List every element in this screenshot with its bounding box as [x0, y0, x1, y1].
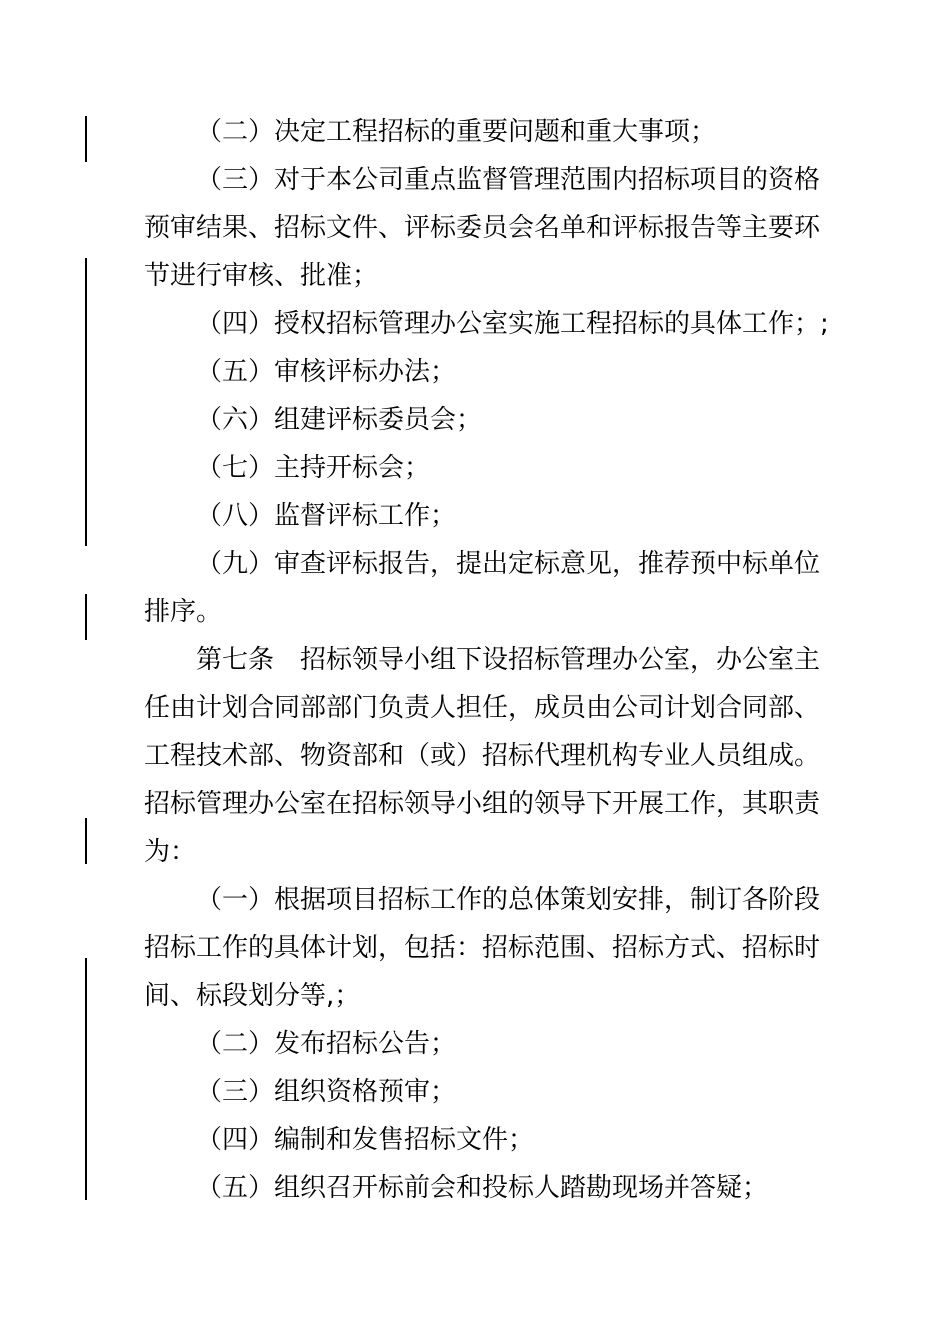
text-line: （五）审核评标办法；: [196, 357, 457, 387]
revision-bar: [85, 958, 87, 1200]
text-line: （五）组织召开标前会和投标人踏勘现场并答疑；: [196, 1173, 769, 1203]
text-line: （二）决定工程招标的重要问题和重大事项；: [196, 117, 717, 147]
text-line: 预审结果、招标文件、评标委员会名单和评标报告等主要环: [144, 213, 821, 243]
text-line: 间、标段划分等,；: [144, 981, 361, 1011]
text-line: （九）审查评标报告，提出定标意见，推荐预中标单位: [196, 549, 821, 579]
text-line: （三）对于本公司重点监督管理范围内招标项目的资格: [196, 165, 821, 195]
text-line: 招标管理办公室在招标领导小组的领导下开展工作，其职责: [144, 789, 821, 819]
text-line: （四）编制和发售招标文件；: [196, 1125, 535, 1155]
revision-bar: [85, 818, 87, 864]
text-line: 排序。: [144, 597, 223, 627]
text-line: 为：: [144, 837, 197, 867]
revision-bar: [85, 258, 87, 546]
text-line: 招标工作的具体计划，包括：招标范围、招标方式、招标时: [144, 933, 821, 963]
revision-bar: [85, 594, 87, 640]
text-line: （二）发布招标公告；: [196, 1029, 457, 1059]
text-line: 任由计划合同部部门负责人担任，成员由公司计划合同部、: [144, 693, 821, 723]
article-heading-line: 第七条 招标领导小组下设招标管理办公室，办公室主: [196, 645, 821, 675]
text-line: （三）组织资格预审；: [196, 1077, 457, 1107]
text-line: （六）组建评标委员会；: [196, 405, 483, 435]
text-line: 节进行审核、批准；: [144, 261, 379, 291]
text-line: 工程技术部、物资部和（或）招标代理机构专业人员组成。: [144, 741, 821, 771]
text-line: （八）监督评标工作；: [196, 501, 457, 531]
text-line: （七）主持开标会；: [196, 453, 431, 483]
revision-bar: [85, 116, 87, 162]
text-line: （四）授权招标管理办公室实施工程招标的具体工作；;: [196, 309, 829, 339]
text-line: （一）根据项目招标工作的总体策划安排，制订各阶段: [196, 885, 821, 915]
document-body: [144, 108, 829, 1212]
